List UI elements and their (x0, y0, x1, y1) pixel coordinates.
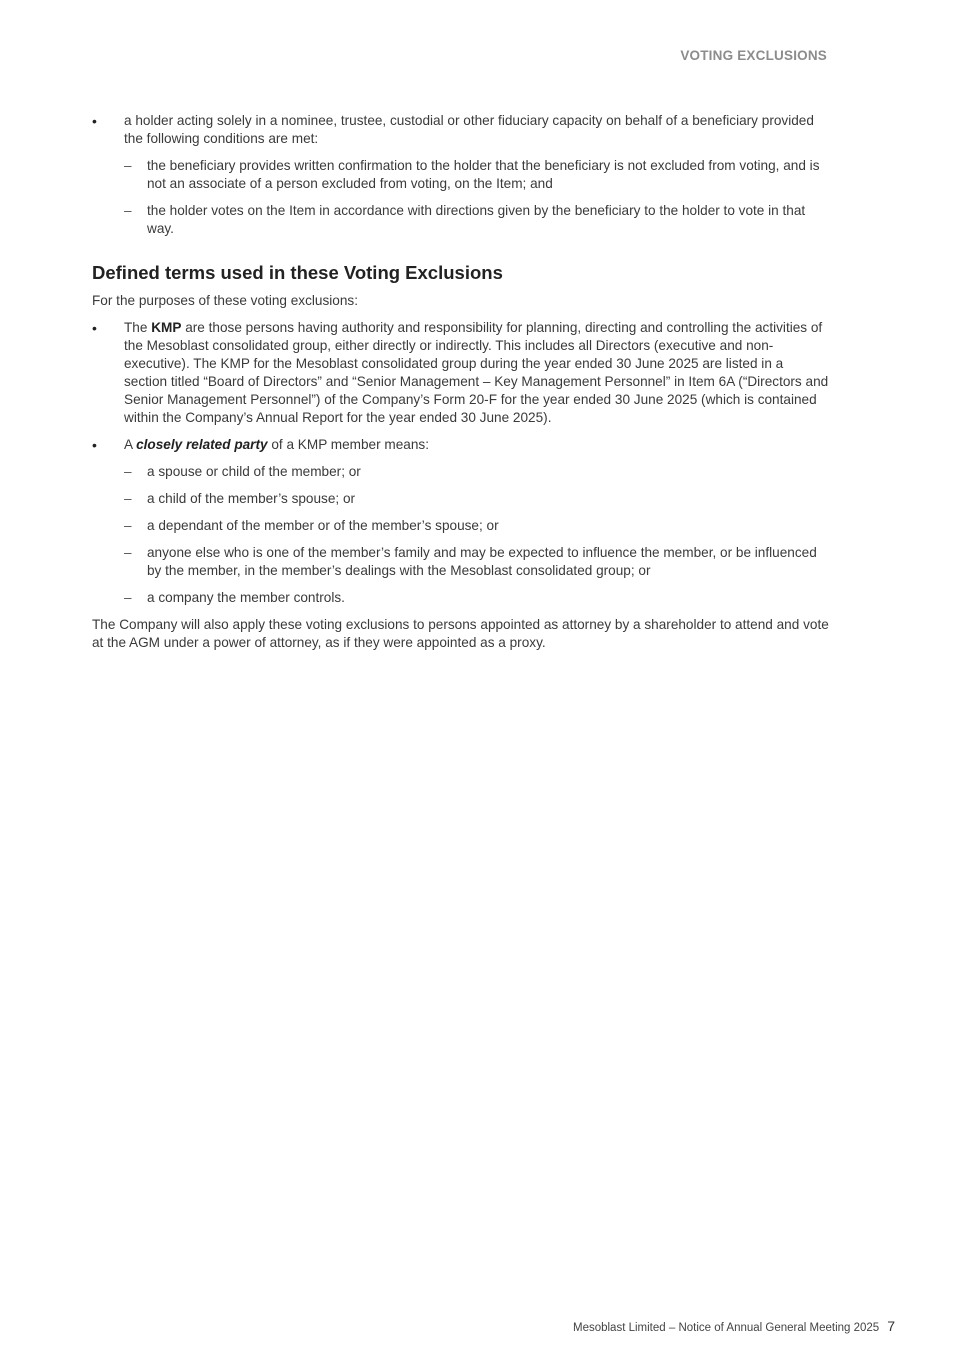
dash-icon: – (124, 158, 132, 173)
sub-item-text: a spouse or child of the member; or (147, 464, 361, 479)
sub-item (124, 157, 830, 193)
kmp-definition (124, 319, 830, 427)
sub-item (124, 544, 830, 580)
defined-terms-intro: For the purposes of these voting exclusions: (92, 293, 358, 308)
sub-item (124, 202, 830, 238)
sub-list-conditions (124, 157, 830, 238)
bullet-item-kmp (92, 319, 830, 427)
dash-icon: – (124, 464, 132, 479)
dash-icon: – (124, 545, 132, 560)
bullet-item-closely-related-party (92, 436, 830, 607)
sub-item-text: the beneficiary provides written confirmation to the holder that the beneficiary is not excluded from voting, and is not an associate of a person excluded from voting, on the Item; and (147, 158, 820, 191)
page-footer (573, 1318, 895, 1334)
closely-related-term: closely related party (136, 437, 268, 452)
bullet-icon: • (92, 113, 97, 129)
dash-icon: – (124, 491, 132, 506)
sub-item (124, 589, 830, 607)
dash-icon: – (124, 590, 132, 605)
sub-list-closely-related (124, 463, 830, 607)
closely-related-text: of a KMP member means: (267, 437, 430, 452)
sub-item-text: anyone else who is one of the member’s family and may be expected to influence the member, or be influenced by the member, in the member’s dealings with the Mesoblast consolidated group; or (147, 545, 817, 578)
dash-icon: – (124, 203, 132, 218)
sub-item-text: the holder votes on the Item in accordance with directions given by the beneficiary to the holder to vote in that way. (147, 203, 806, 236)
page-content (92, 112, 830, 661)
dash-icon: – (124, 518, 132, 533)
kmp-text: are those persons having authority and responsibility for planning, directing and controlling the activities of the Mesoblast consolidated group, either directly or indirectly. This includes all Directors (executive and non-executive). The KMP for the Mesoblast consolidated group during the year ended 30 June 2025 are listed in a section titled “Board of Directors” and “Senior Management – Key Management Personnel” in Item 6A (“Directors and Senior Management Personnel”) of the Company’s Form 20-F for the year ended 30 June 2025 (which is contained within the Company’s Annual Report for the year ended 30 June 2025). (124, 320, 829, 425)
bullet-item-nominee-holder (92, 112, 830, 238)
footer-text: Mesoblast Limited – Notice of Annual General Meeting 2025 (572, 1322, 880, 1334)
section-title-defined-terms: Defined terms used in these Voting Exclusions (92, 262, 503, 283)
kmp-prefix: The (124, 320, 152, 335)
sub-item-text: a dependant of the member or of the member’s spouse; or (147, 518, 499, 533)
sub-item (124, 517, 830, 535)
bullet-text: a holder acting solely in a nominee, trustee, custodial or other fiduciary capacity on behalf of a beneficiary provided the following conditions are met: (124, 113, 814, 146)
closely-related-prefix: A (124, 437, 137, 452)
page-section-header: VOTING EXCLUSIONS (680, 48, 827, 63)
sub-item-text: a company the member controls. (147, 590, 345, 605)
kmp-term: KMP (151, 320, 182, 335)
closely-related-definition (124, 436, 830, 454)
closing-paragraph: The Company will also apply these voting exclusions to persons appointed as attorney by a shareholder to attend and vote at the AGM under a power of attorney, as if they were appointed as a proxy. (92, 617, 829, 650)
sub-item-text: a child of the member’s spouse; or (147, 491, 356, 506)
sub-item (124, 490, 830, 508)
bullet-icon: • (92, 320, 97, 336)
bullet-icon: • (92, 437, 97, 453)
page-number: 7 (887, 1318, 895, 1334)
sub-item (124, 463, 830, 481)
